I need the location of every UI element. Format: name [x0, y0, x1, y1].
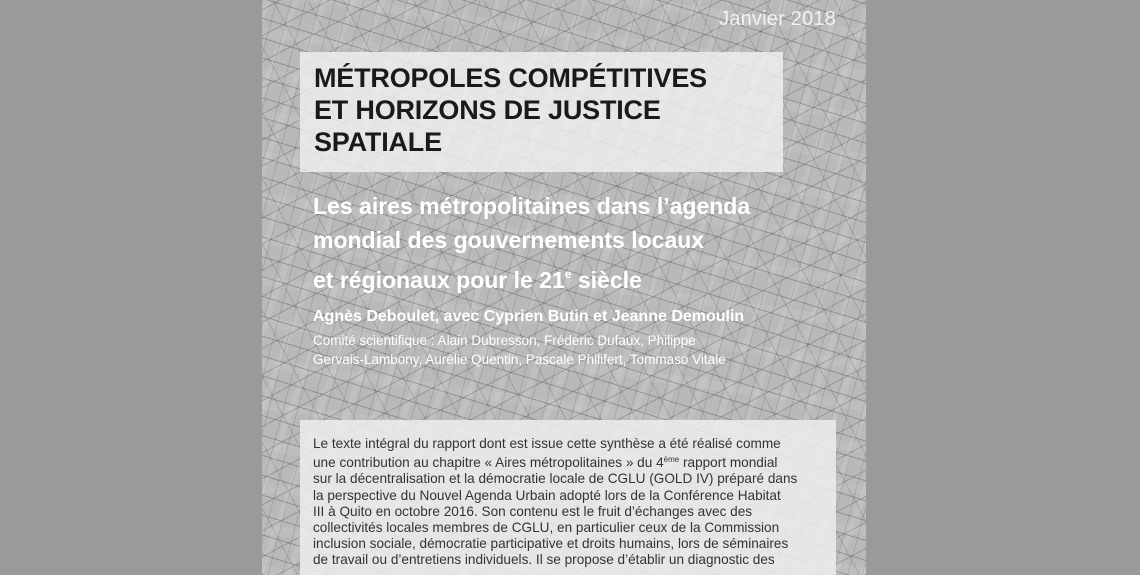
abstract-line: collectivités locales membres de CGLU, en particulier ceux de la Commission [313, 520, 780, 536]
abstract-text [313, 436, 828, 569]
abstract-line: de travail ou d’entretiens individuels. Il se propose d’établir un diagnostic des [313, 552, 775, 568]
document-subtitle [313, 189, 853, 297]
scientific-committee [313, 331, 843, 369]
subtitle-line: siècle [571, 267, 642, 293]
abstract-line: rapport mondial [679, 455, 778, 471]
abstract-panel [300, 420, 836, 575]
publication-date: Janvier 2018 [719, 8, 836, 30]
superscript: e [564, 267, 572, 281]
authors: Agnès Deboulet, avec Cyprien Butin et Jeanne Demoulin [313, 308, 745, 325]
abstract-line: sur la décentralisation et la démocratie locale de CGLU (GOLD IV) préparé dans [313, 471, 798, 487]
abstract-line: inclusion sociale, démocratie participative et droits humains, lors de séminaires [313, 536, 789, 552]
abstract-line: la perspective du Nouvel Agenda Urbain adopté lors de la Conférence Habitat [313, 487, 781, 503]
title-line: SPATIALE [314, 127, 442, 157]
subtitle-line: et régionaux pour le 21 [313, 267, 565, 293]
title-line: MÉTROPOLES COMPÉTITIVES [314, 63, 707, 93]
committee-line: Comité scientifique : Alain Dubresson, Fréderic Dufaux, Philippe [313, 333, 696, 348]
title-line: ET HORIZONS DE JUSTICE [314, 95, 661, 125]
document-title [314, 62, 707, 158]
abstract-line: III à Quito en octobre 2016. Son contenu est le fruit d’échanges avec des [313, 503, 753, 519]
committee-line: Gervais-Lambony, Aurélie Quentin, Pascale Philifert, Tommaso Vitale [313, 352, 726, 367]
subtitle-line: Les aires métropolitaines dans l’agenda [313, 193, 751, 219]
cover-page [262, 0, 866, 575]
abstract-line: Le texte intégral du rapport dont est issue cette synthèse a été réalisé comme [313, 436, 781, 451]
subtitle-line: mondial des gouvernements locaux [313, 227, 705, 253]
superscript: ème [663, 455, 680, 465]
title-panel [300, 52, 783, 172]
abstract-line: une contribution au chapitre « Aires métropolitaines » du 4 [313, 455, 664, 471]
